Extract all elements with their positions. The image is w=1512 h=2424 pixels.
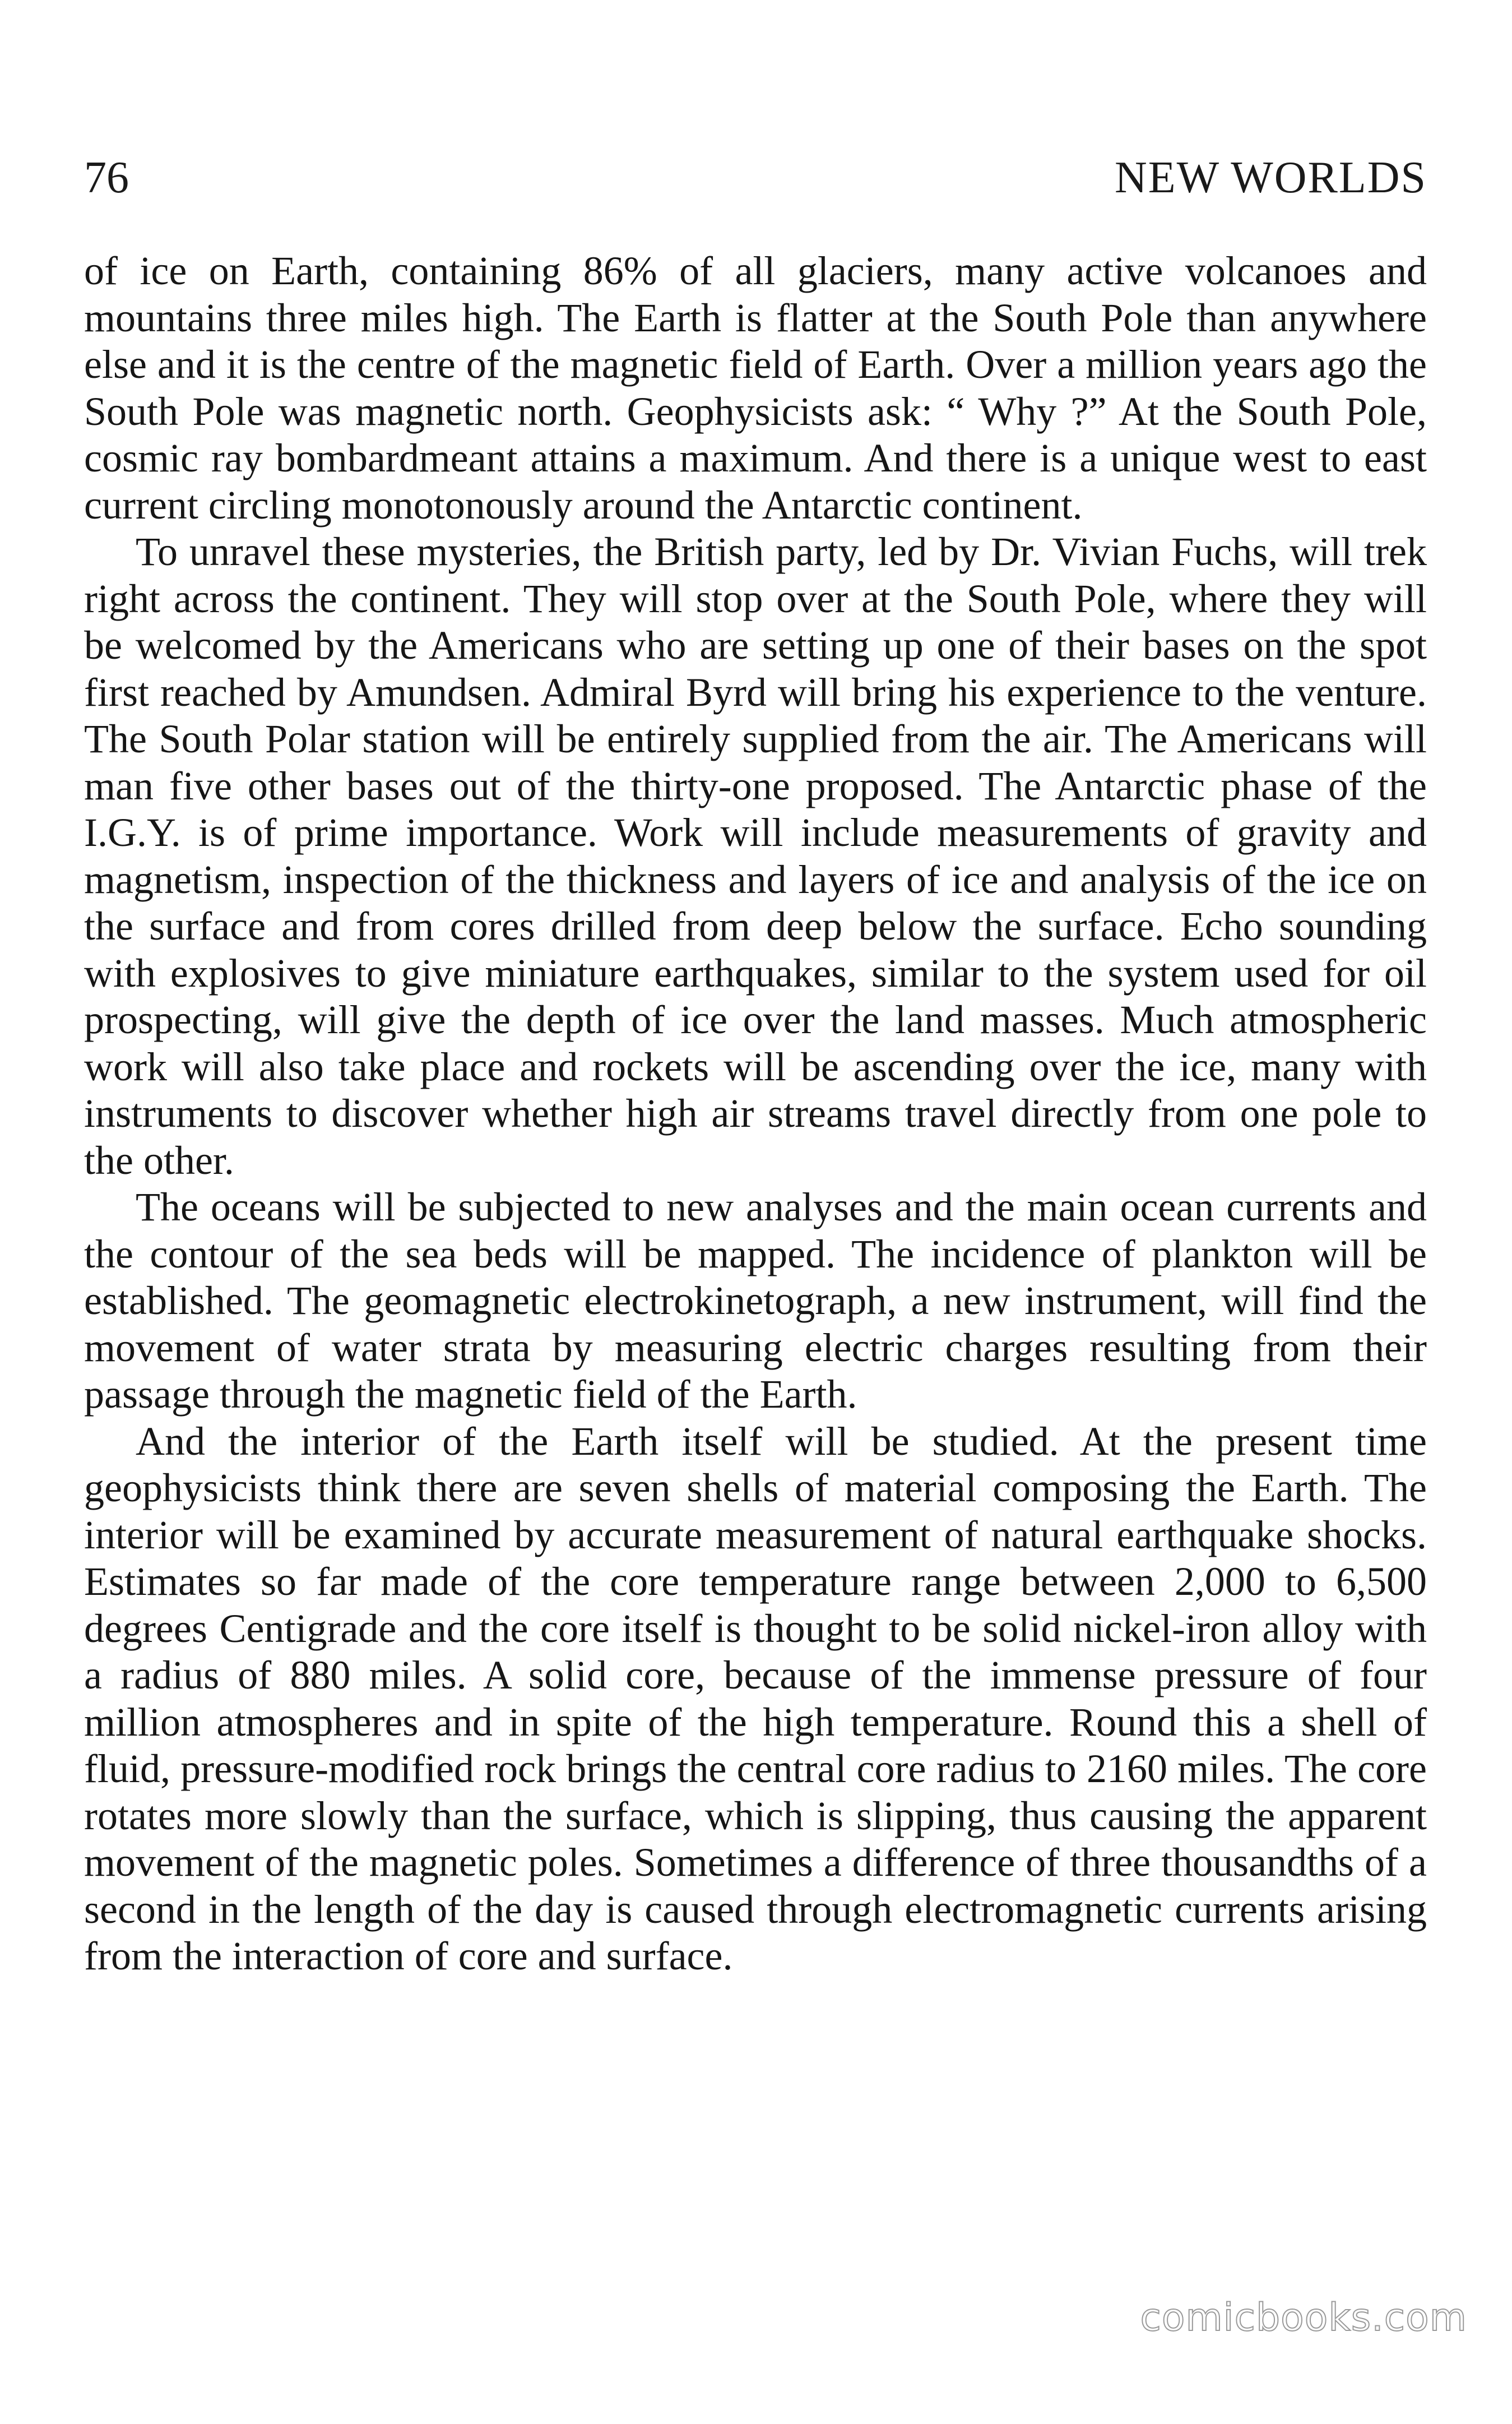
page-number: 76 xyxy=(84,153,129,202)
running-title: NEW WORLDS xyxy=(1114,153,1427,202)
paragraph-british-expedition: To unravel these mysteries, the British party, led by Dr. Vivian Fuchs, will trek right across the continent. They will stop over at the South Pole, where they will be welcomed by the Americans who are setting up one of their bases on the spot first reached by Amundsen. Admiral Byrd will bring his experience to the venture. The South Polar station will be entirely supplied from the air. The Americans will man five other bases out of the thirty-one proposed. The Antarctic phase of the I.G.Y. is of prime importance. Work will include measurements of gravity and magnetism, inspection of the thickness and layers of ice and analysis of the ice on the surface and from cores drilled from deep below the surface. Echo sounding with explosives to give miniature earthquakes, similar to the system used for oil prospecting, will give the depth of ice over the land masses. Much atmospheric work will also take place and rockets will be ascending over the ice, many with instruments to discover whether high air streams travel directly from one pole to the other. xyxy=(84,529,1427,1183)
paragraph-ocean-studies: The oceans will be subjected to new analyses and the main ocean currents and the contour of the sea beds will be mapped. The incidence of plankton will be established. The geomagnetic electrokinetograph, a new instrument, will find the movement of water strata by measuring electric charges resulting from their passage through the magnetic field of the Earth. xyxy=(84,1185,1427,1417)
paragraph-earth-interior: And the interior of the Earth itself will be studied. At the present time geophysicists think there are seven shells of material composing the Earth. The interior will be examined by accurate measurement of natural earthquake shocks. Estimates so far made of the core temperature range between 2,000 to 6,500 degrees Centigrade and the core itself is thought to be solid nickel-iron alloy with a radius of 880 miles. A solid core, because of the immense pressure of four million atmospheres and in spite of the high temperature. Round this a shell of fluid, pressure-modified rock brings the central core radius to 2160 miles. The core rotates more slowly than the surface, which is slipping, thus causing the apparent movement of the magnetic poles. Sometimes a difference of three thousandths of a second in the length of the day is caused through electromagnetic currents arising from the interaction of core and surface. xyxy=(84,1418,1427,1978)
watermark: comicbooks.com xyxy=(1140,2296,1467,2340)
paragraph-antarctic-facts: of ice on Earth, containing 86% of all glaciers, many active volcanoes and mountains three miles high. The Earth is flatter at the South Pole than anywhere else and it is the centre of the magnetic field of Earth. Over a million years ago the South Pole was magnetic north. Geophysicists ask: “ Why ?” At the South Pole, cosmic ray bombardmeant attains a maximum. And there is a unique west to east current circling monotonously around the Antarctic continent. xyxy=(84,248,1427,528)
page-header xyxy=(84,152,1427,214)
body-text xyxy=(84,248,1427,1980)
